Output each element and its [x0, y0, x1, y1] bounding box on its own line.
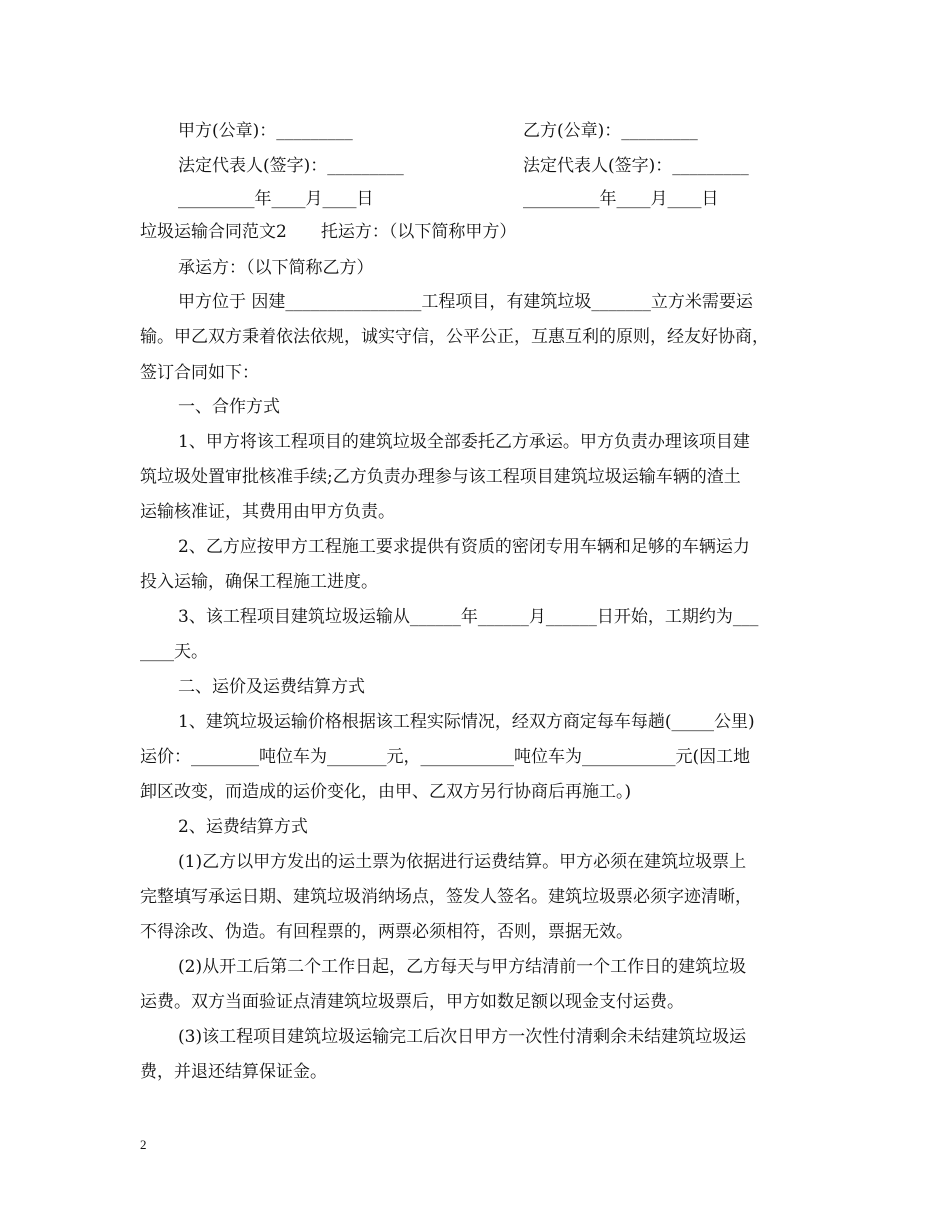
s1-item3-line-1: 3、该工程项目建筑垃圾运输从______年______月______日开始，工期约为___ [178, 607, 759, 627]
s2-item1-line-3: 卸区改变，而造成的运价变化，由甲、乙双方另行协商后再施工。) [140, 782, 632, 802]
page-number: 2 [140, 1137, 147, 1152]
s1-item2-line-1: 2、乙方应按甲方工程施工要求提供有资质的密闭专用车辆和足够的车辆运力 [178, 537, 750, 557]
party-b-date-line: _________年____月____日 [523, 189, 719, 209]
intro-line-3: 签订合同如下： [140, 363, 259, 383]
s1-item1-line-2: 筑垃圾处置审批核准手续;乙方负责办理参与该工程项目建筑垃圾运输车辆的渣土 [140, 467, 741, 487]
s2-item1-line-2: 运价：________吨位车为_______元，___________吨位车为___________元(因工地 [140, 747, 751, 767]
s1-item3-line-2: ____天。 [140, 642, 208, 662]
s2-item1-line-1: 1、建筑垃圾运输价格根据该工程实际情况，经双方商定每车每趟(_____公里) [178, 712, 755, 732]
s2-sub3-line-1: (3)该工程项目建筑垃圾运输完工后次日甲方一次性付清剩余未结建筑垃圾运 [178, 1027, 747, 1047]
party-a-legal-rep-line: 法定代表人(签字)：_________ [178, 156, 404, 176]
s2-sub2-line-1: (2)从开工后第二个工作日起，乙方每天与甲方结清前一个工作日的建筑垃圾 [178, 957, 747, 977]
party-b-legal-rep-line: 法定代表人(签字)：_________ [523, 156, 749, 176]
intro-line-2: 输。甲乙双方秉着依法依规，诚实守信，公平公正，互惠互利的原则，经友好协商， [140, 327, 769, 347]
section-2-heading: 二、运价及运费结算方式 [178, 677, 365, 697]
party-b-seal-line: 乙方(公章)：_________ [523, 121, 698, 141]
s2-item2-heading: 2、运费结算方式 [178, 817, 308, 837]
section-1-heading: 一、合作方式 [178, 397, 280, 417]
s1-item1-line-1: 1、甲方将该工程项目的建筑垃圾全部委托乙方承运。甲方负责办理该项目建 [178, 432, 750, 452]
party-a-seal-line: 甲方(公章)：_________ [178, 121, 353, 141]
intro-line-1: 甲方位于 因建________________工程项目，有建筑垃圾_______立方米需要运 [178, 292, 753, 312]
contract-title-line: 垃圾运输合同范文2 托运方：（以下简称甲方） [140, 222, 517, 242]
carrier-line: 承运方：（以下简称乙方） [178, 258, 374, 278]
s1-item2-line-2: 投入运输，确保工程施工进度。 [140, 572, 378, 592]
s2-sub1-line-2: 完整填写承运日期、建筑垃圾消纳场点，签发人签名。建筑垃圾票必须字迹清晰， [140, 887, 752, 907]
s2-sub3-line-2: 费，并退还结算保证金。 [140, 1062, 327, 1082]
s2-sub1-line-3: 不得涂改、伪造。有回程票的，两票必须相符，否则，票据无效。 [140, 922, 633, 942]
s2-sub2-line-2: 运费。双方当面验证点清建筑垃圾票后，甲方如数足额以现金支付运费。 [140, 992, 684, 1012]
s1-item1-line-3: 运输核准证，其费用由甲方负责。 [140, 502, 395, 522]
s2-sub1-line-1: (1)乙方以甲方发出的运土票为依据进行运费结算。甲方必须在建筑垃圾票上 [178, 852, 747, 872]
party-a-date-line: _________年____月____日 [178, 189, 374, 209]
